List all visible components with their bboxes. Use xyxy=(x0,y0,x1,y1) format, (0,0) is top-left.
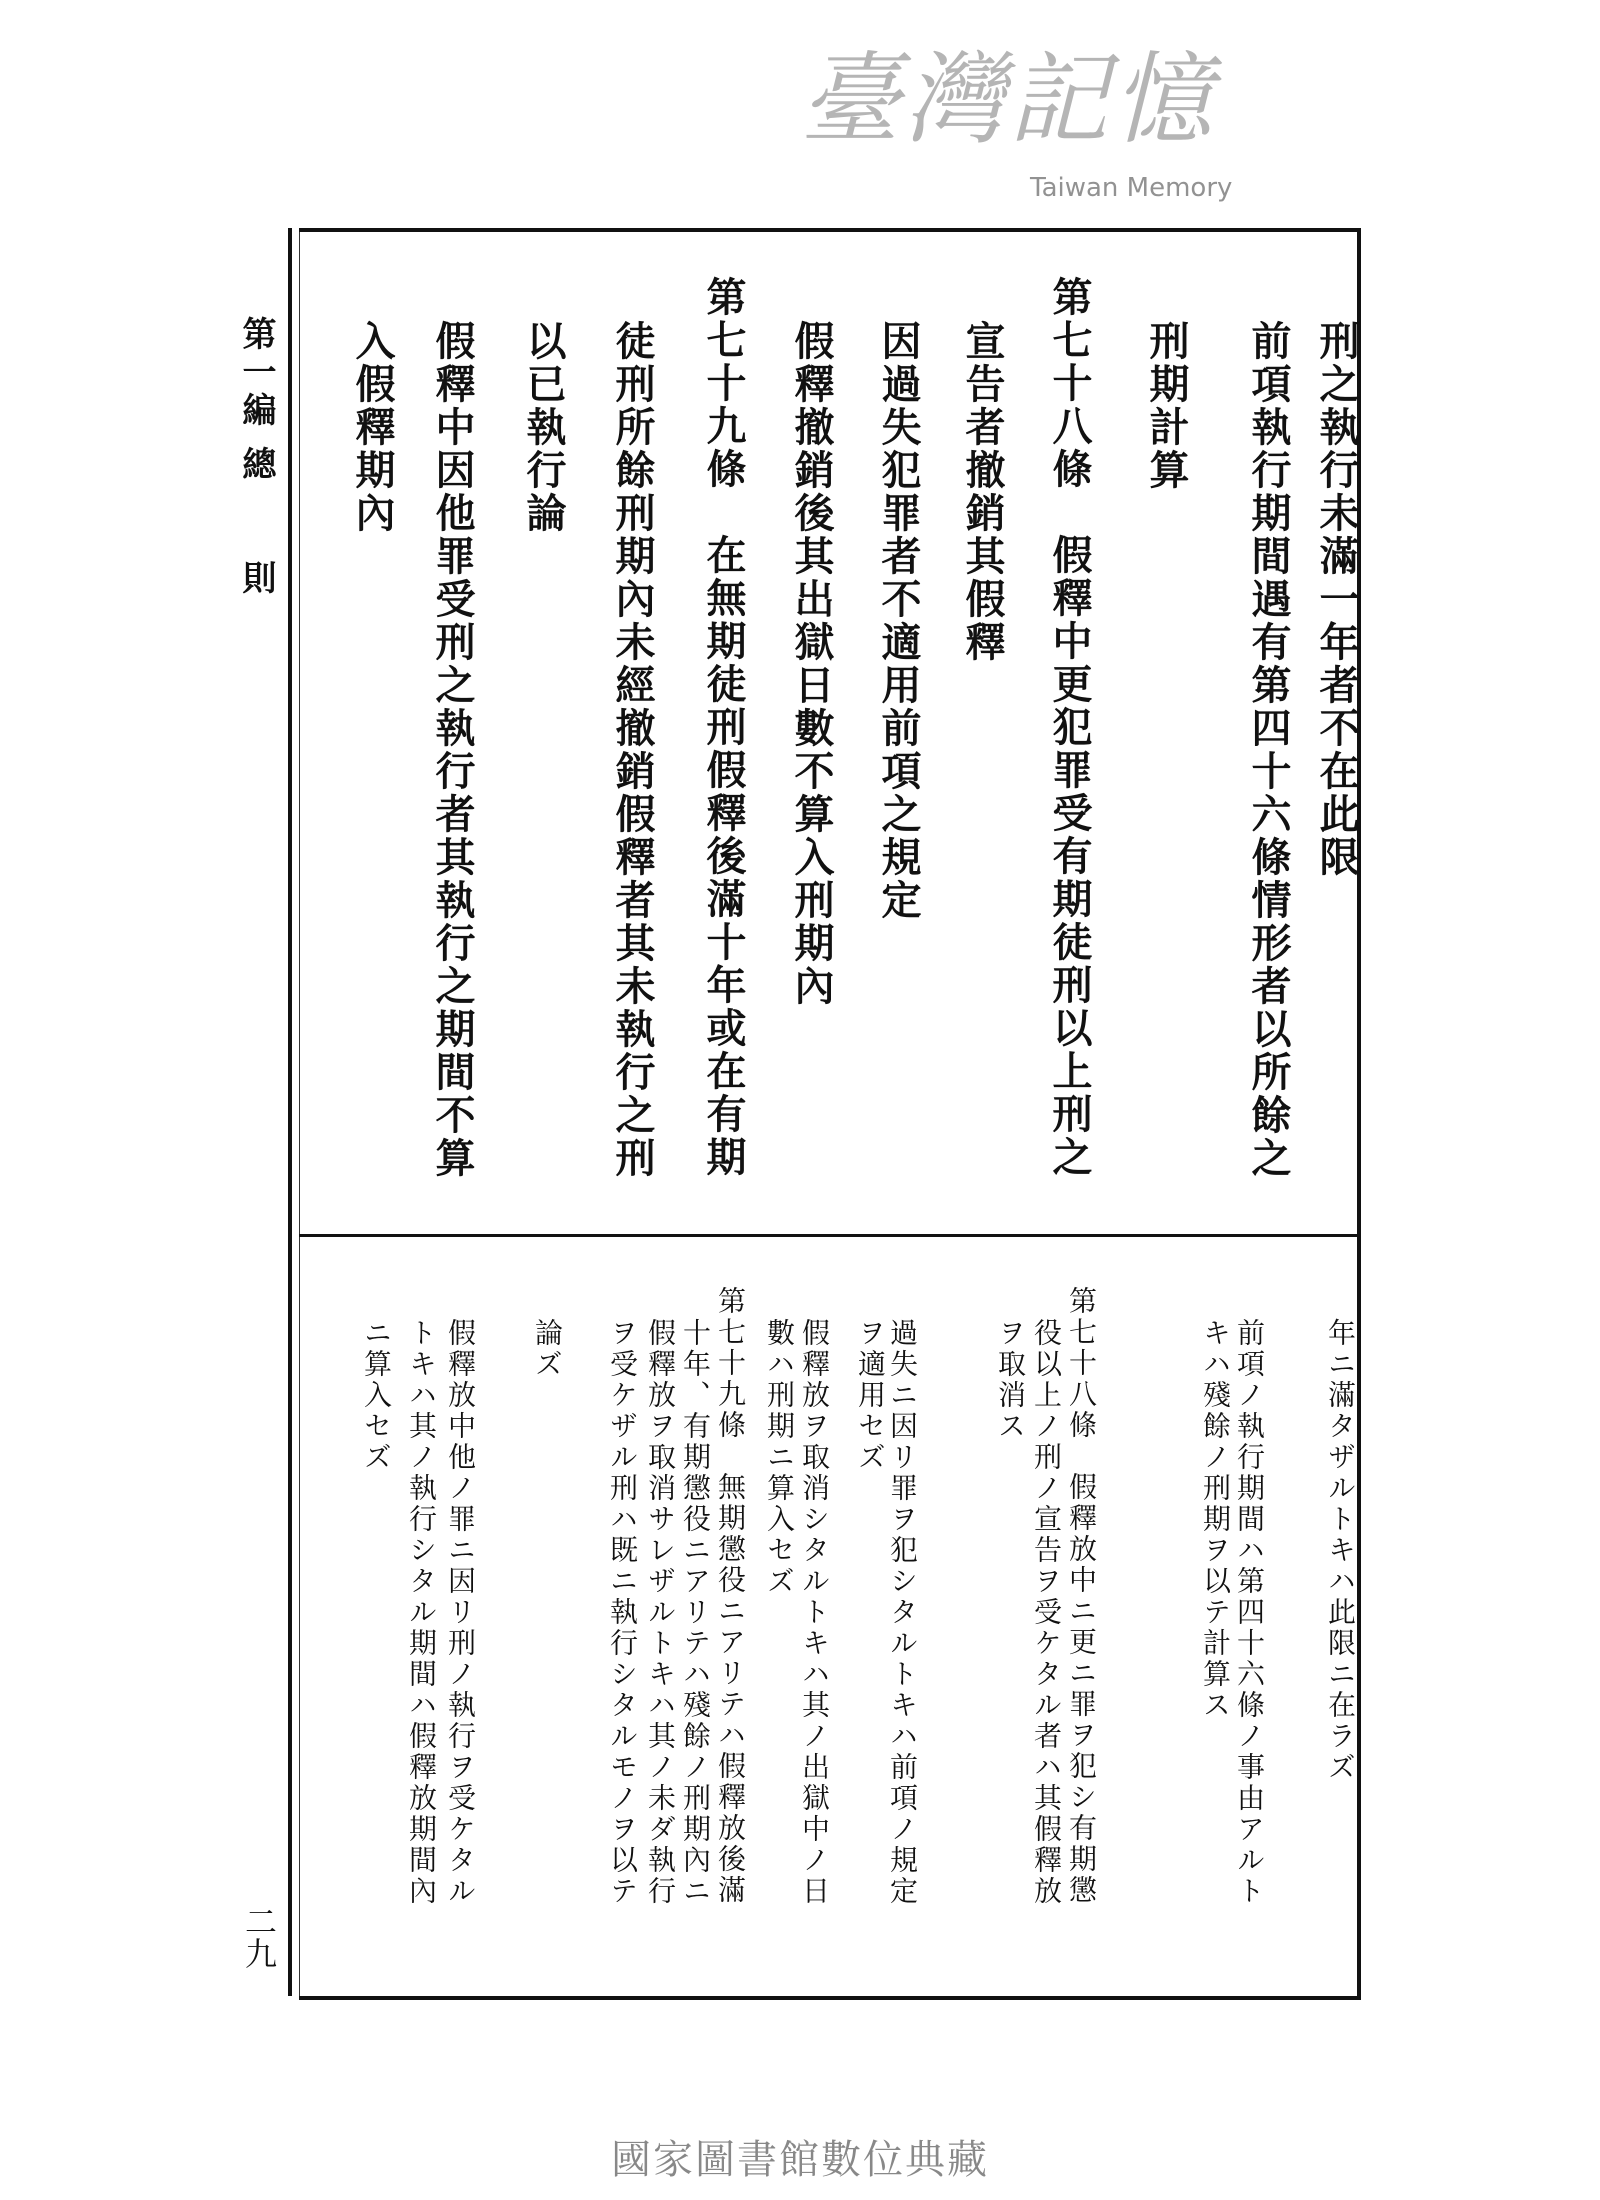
section-title: 第一編 總 則 xyxy=(236,316,276,598)
text-column: 刑之執行未滿一年者不在此限 xyxy=(1313,320,1360,879)
text-column: 假釋放ヲ取消サレザルトキハ其ノ未ダ執行 xyxy=(644,1318,677,1907)
text-column: トキハ其ノ執行シタル期間ハ假釋放期間內 xyxy=(405,1318,438,1907)
page-number: 二九 xyxy=(240,1905,278,1969)
text-column: 第七十八條 假釋放中ニ更ニ罪ヲ犯シ有期懲 xyxy=(1065,1286,1098,1906)
frame-left-border xyxy=(288,228,292,1996)
text-column: 宣告者撤銷其假釋 xyxy=(959,320,1006,664)
text-column: ヲ取消ス xyxy=(994,1318,1027,1442)
text-column: 年ニ滿タザルトキハ此限ニ在ラズ xyxy=(1324,1318,1357,1783)
text-column: 假釋撤銷後其出獄日數不算入刑期內 xyxy=(788,320,835,1008)
text-column: 假釋中因他罪受刑之執行者其執行之期間不算 xyxy=(429,320,476,1180)
text-column: 役以上ノ刑ノ宣告ヲ受ケタル者ハ其假釋放 xyxy=(1030,1318,1063,1907)
text-column: ヲ受ケザル刑ハ既ニ執行シタルモノヲ以テ xyxy=(606,1318,639,1907)
text-column: 第七十八條 假釋中更犯罪受有期徒刑以上刑之 xyxy=(1046,276,1093,1179)
text-column: キハ殘餘ノ刑期ヲ以テ計算ス xyxy=(1199,1318,1232,1721)
text-column: 論ズ xyxy=(531,1318,564,1380)
text-column: 過失ニ因リ罪ヲ犯シタルトキハ前項ノ規定 xyxy=(886,1318,919,1907)
watermark-logo: 臺灣記憶 xyxy=(800,41,1216,158)
text-column: 以已執行論 xyxy=(520,320,567,535)
text-column: 前項執行期間遇有第四十六條情形者以所餘之 xyxy=(1245,320,1292,1180)
watermark-subtitle: Taiwan Memory xyxy=(1030,173,1233,203)
section-divider xyxy=(299,1234,1361,1237)
text-column: 因過失犯罪者不適用前項之規定 xyxy=(875,320,922,922)
text-column: 假釋放ヲ取消シタルトキハ其ノ出獄中ノ日 xyxy=(798,1318,831,1907)
text-column: 入假釋期內 xyxy=(349,320,396,535)
footer-credit: 國家圖書館數位典藏 xyxy=(611,2137,989,2183)
text-column: 徒刑所餘刑期內未經撤銷假釋者其未執行之刑 xyxy=(609,320,656,1180)
text-column: 刑期計算 xyxy=(1143,320,1190,492)
text-column: 第七十九條 無期懲役ニアリテハ假釋放後滿 xyxy=(714,1286,747,1906)
text-column: ヲ適用セズ xyxy=(854,1318,887,1473)
text-column: 前項ノ執行期間ハ第四十六條ノ事由アルト xyxy=(1233,1318,1266,1907)
text-column: 第七十九條 在無期徒刑假釋後滿十年或在有期 xyxy=(700,276,747,1179)
text-column: 十年、有期懲役ニアリテハ殘餘ノ刑期內ニ xyxy=(679,1318,712,1907)
text-column: 假釋放中他ノ罪ニ因リ刑ノ執行ヲ受ケタル xyxy=(444,1318,477,1907)
text-column: 數ハ刑期ニ算入セズ xyxy=(763,1318,796,1597)
text-column: ニ算入セズ xyxy=(360,1318,393,1473)
